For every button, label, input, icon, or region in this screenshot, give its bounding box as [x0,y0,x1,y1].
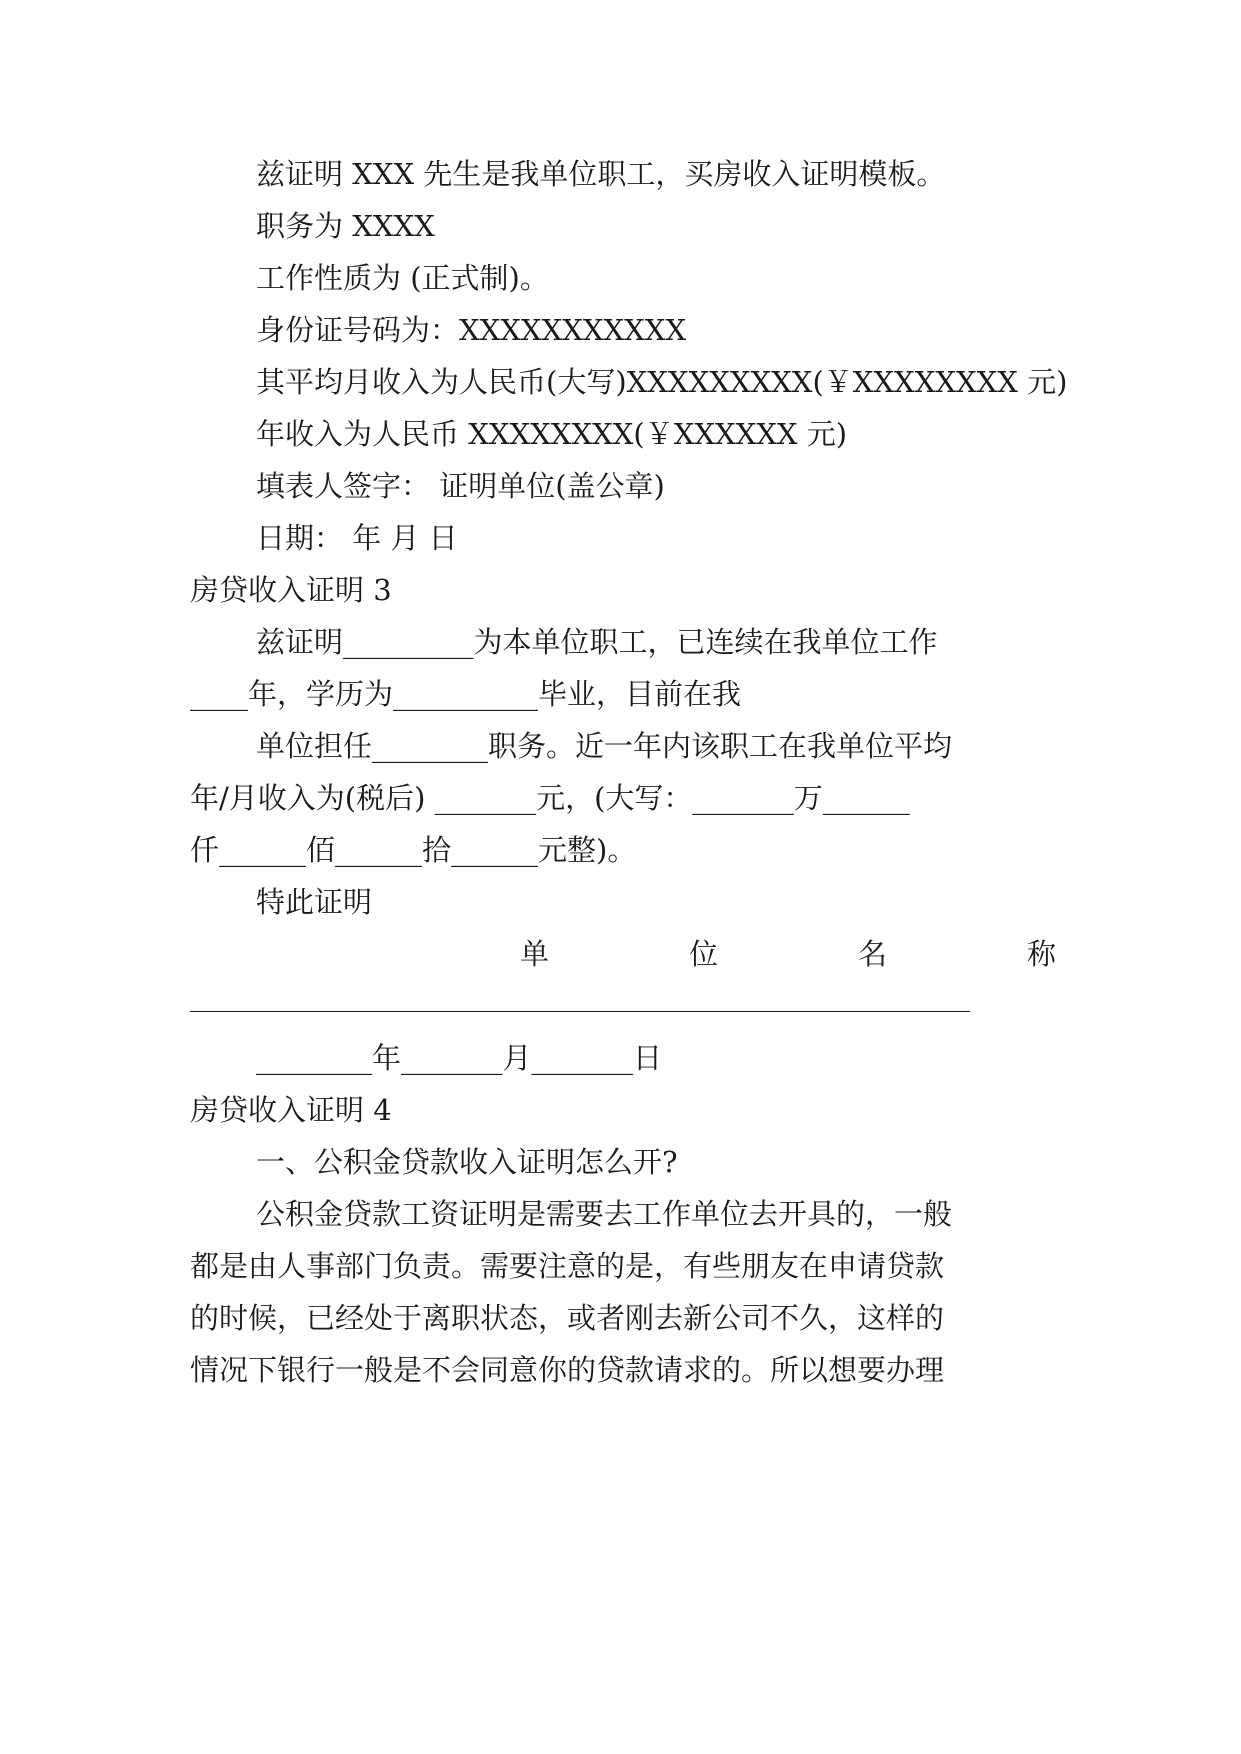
cert3-heading: 房贷收入证明 3 [190,573,392,607]
cert2-intro: 兹证明 XXX 先生是我单位职工，买房收入证明模板。 [256,157,946,191]
cert3-closing: 特此证明 [256,885,373,919]
cert2-position: 职务为 XXXX [256,209,435,243]
cert2-annual-income: 年收入为人民币 XXXXXXXX(￥XXXXXX 元) [256,417,848,451]
cert4-paragraph-line: 都是由人事部门负责。需要注意的是，有些朋友在申请贷款 [190,1249,945,1283]
cert3-date-line: ________年_______月_______日 [256,1041,663,1075]
cert4-paragraph-line: 公积金贷款工资证明是需要去工作单位去开具的，一般 [256,1197,953,1231]
cert3-line2: ____年，学历为__________毕业，目前在我 [190,677,742,711]
cert3-line5: 仟______佰______拾______元整)。 [190,833,637,867]
cert2-job-nature: 工作性质为 (正式制)。 [256,261,549,295]
unit-name-char: 称 [1026,937,1056,971]
cert4-paragraph-line: 的时候，已经处于离职状态，或者刚去新公司不久，这样的 [190,1301,945,1335]
cert2-signature: 填表人签字： 证明单位(盖公章) [256,469,665,503]
unit-name-char: 单 [520,937,550,971]
unit-name-char: 位 [688,937,718,971]
cert2-id-number: 身份证号码为：XXXXXXXXXXX [256,313,687,347]
cert3-unit-name [190,934,1056,974]
cert4-heading: 房贷收入证明 4 [190,1093,392,1127]
cert4-paragraph-line: 情况下银行一般是不会同意你的贷款请求的。所以想要办理 [190,1353,945,1387]
cert2-monthly-income: 其平均月收入为人民币(大写)XXXXXXXXX(￥XXXXXXXX 元) [256,365,1068,399]
unit-name-char: 名 [857,937,887,971]
cert4-question: 一、公积金贷款收入证明怎么开? [256,1145,678,1179]
cert3-line3: 单位担任________职务。近一年内该职工在我单位平均 [256,729,953,763]
cert2-date: 日期： 年 月 日 [256,521,458,555]
unit-name-blank-line [190,1011,970,1012]
cert3-line1: 兹证明_________为本单位职工，已连续在我单位工作 [256,625,938,659]
cert3-line4: 年/月收入为(税后) _______元，(大写：_______万______ [190,781,910,815]
